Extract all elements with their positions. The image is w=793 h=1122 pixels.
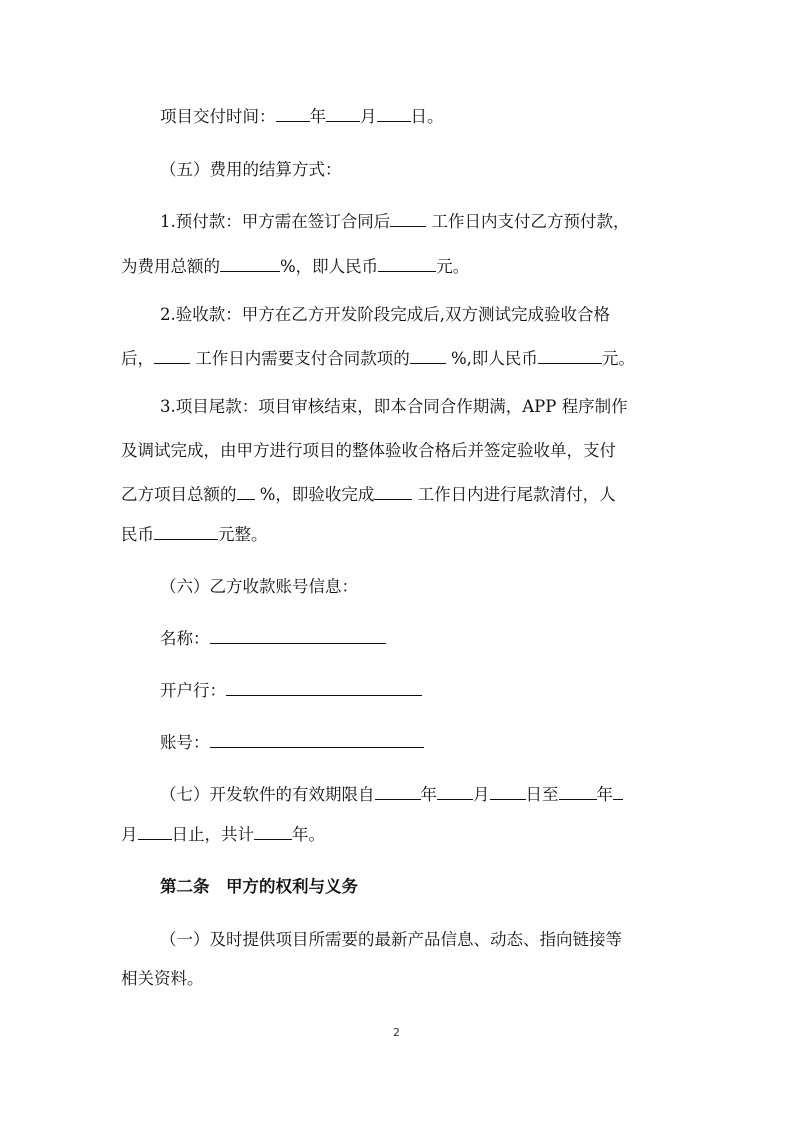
blank-field	[559, 783, 597, 800]
section-heading: （六）乙方收款账号信息：	[160, 577, 358, 596]
blank-field	[138, 823, 172, 840]
paragraph-line: 3.项目尾款：项目审核结束，即本合同合作期满，APP 程序制作	[160, 397, 628, 416]
blank-field	[437, 783, 473, 800]
paragraph-line: 为费用总额的 %，即人民币 元。	[121, 257, 470, 276]
blank-field	[613, 783, 623, 800]
blank-field	[276, 105, 310, 122]
account-name-line: 名称：	[160, 626, 793, 652]
paragraph-line: 及调试完成，由甲方进行项目的整体验收合格后并签定验收单，支付	[121, 441, 616, 460]
paragraph-line: 后， 工作日内需要支付合同款项的 %,即人民币 元。	[121, 349, 635, 368]
paragraph-line: 月 日止，共计 年。	[121, 825, 325, 844]
blank-field	[154, 347, 190, 364]
account-number-line: 账号：	[160, 730, 793, 756]
paragraph-line: 2.验收款：甲方在乙方开发阶段完成后,双方测试完成验收合格	[160, 305, 610, 324]
paragraph-line: （一）及时提供项目所需要的最新产品信息、动态、指向链接等	[160, 930, 622, 949]
article-heading: 第二条 甲方的权利与义务	[160, 877, 358, 896]
blank-field	[210, 627, 386, 644]
paragraph-line: 乙方项目总额的 %，即验收完成 工作日内进行尾款清付，人	[121, 485, 616, 504]
paragraph-line: 民币 元整。	[121, 525, 268, 544]
blank-field	[326, 105, 360, 122]
paragraph-line: 1.预付款：甲方需在签订合同后 工作日内支付乙方预付款，	[160, 212, 630, 231]
bank-line: 开户行：	[160, 678, 793, 704]
blank-field	[538, 347, 602, 364]
blank-field	[154, 523, 218, 540]
blank-field	[237, 483, 255, 500]
blank-field	[210, 731, 424, 748]
blank-field	[410, 347, 446, 364]
blank-field	[490, 783, 526, 800]
section-heading: （五）费用的结算方式：	[160, 160, 342, 179]
blank-field	[377, 105, 411, 122]
paragraph-line: （七）开发软件的有效期限自 年 月 日至 年	[160, 782, 793, 808]
blank-field	[375, 783, 421, 800]
page-number: 2	[393, 1026, 400, 1039]
blank-field	[220, 255, 280, 272]
delivery-time-line: 项目交付时间： 年 月 日。	[160, 107, 444, 126]
blank-field	[254, 823, 292, 840]
paragraph-line: 相关资料。	[121, 969, 204, 988]
blank-field	[374, 483, 412, 500]
blank-field	[390, 210, 426, 227]
blank-field	[378, 255, 436, 272]
blank-field	[226, 679, 422, 696]
